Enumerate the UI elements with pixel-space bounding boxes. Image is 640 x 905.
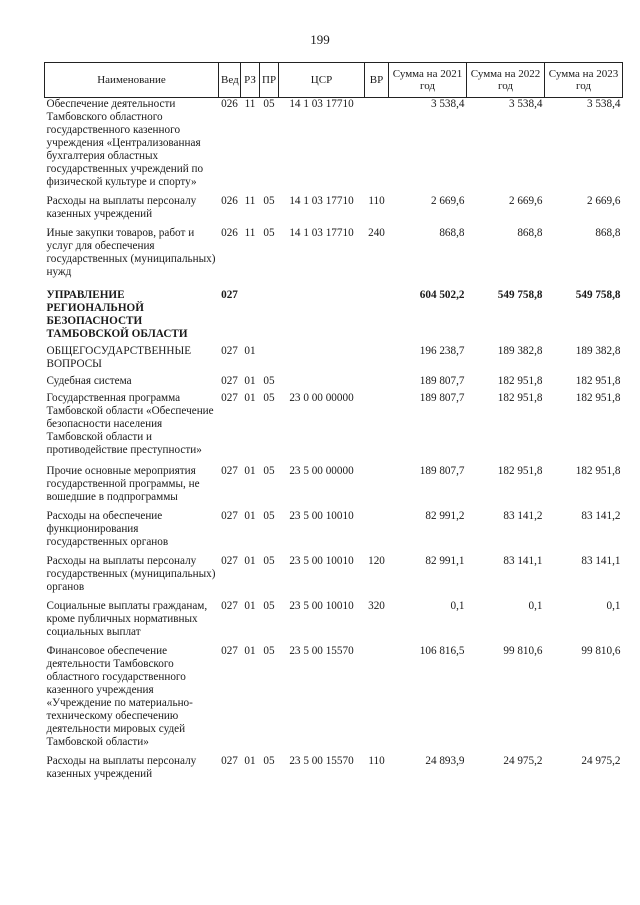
cell-csr: 14 1 03 17710 bbox=[289, 227, 354, 239]
cell-rz: 01 bbox=[244, 465, 256, 477]
cell-vr: 240 bbox=[368, 227, 385, 239]
cell-s2023: 83 141,1 bbox=[581, 555, 621, 567]
cell-s2022: 189 382,8 bbox=[497, 345, 543, 357]
cell-pr: 05 bbox=[263, 392, 275, 404]
cell-s2023: 99 810,6 bbox=[581, 645, 621, 657]
cell-s2022: 182 951,8 bbox=[497, 375, 543, 387]
cell-csr: 23 5 00 10010 bbox=[289, 510, 354, 522]
header-name: Наименование bbox=[45, 63, 219, 98]
cell-s2022: 2 669,6 bbox=[508, 195, 543, 207]
cell-vr bbox=[365, 388, 389, 457]
cell-s2021: 82 991,2 bbox=[425, 510, 465, 522]
cell-csr: 14 1 03 17710 bbox=[289, 98, 354, 110]
cell-s2021: 189 807,7 bbox=[419, 375, 465, 387]
cell-rz: 11 bbox=[244, 227, 256, 239]
cell-pr: 05 bbox=[263, 375, 275, 387]
table-row bbox=[45, 504, 623, 549]
cell-s2021: 3 538,4 bbox=[430, 98, 465, 110]
cell-pr: 05 bbox=[263, 555, 275, 567]
cell-s2023: 83 141,2 bbox=[581, 510, 621, 522]
cell-name: Обеспечение деятельности Тамбовского областного государственного казенного учреждения «Централизованная бухгалтерия областных государственных учреждений по физической культуре и спорту» bbox=[46, 98, 204, 188]
budget-table bbox=[44, 62, 623, 781]
cell-s2023: 189 382,8 bbox=[575, 345, 621, 357]
cell-s2023: 0,1 bbox=[606, 600, 621, 612]
cell-s2022: 182 951,8 bbox=[497, 465, 543, 477]
table-row bbox=[45, 189, 623, 221]
cell-rz: 01 bbox=[244, 645, 256, 657]
cell-csr: 23 5 00 00000 bbox=[289, 465, 354, 477]
cell-ved: 027 bbox=[221, 755, 238, 767]
header-csr: ЦСР bbox=[279, 63, 365, 98]
cell-s2021: 106 816,5 bbox=[419, 645, 465, 657]
cell-s2021: 2 669,6 bbox=[430, 195, 465, 207]
cell-pr: 05 bbox=[263, 465, 275, 477]
cell-name: Расходы на выплаты персоналу государственных (муниципальных) органов bbox=[46, 555, 216, 593]
cell-pr: 05 bbox=[263, 98, 275, 110]
cell-s2023: 3 538,4 bbox=[586, 98, 621, 110]
cell-vr: 110 bbox=[368, 755, 385, 767]
cell-csr: 23 5 00 10010 bbox=[289, 555, 354, 567]
cell-pr: 05 bbox=[263, 227, 275, 239]
cell-vr: 120 bbox=[368, 555, 385, 567]
cell-ved: 027 bbox=[221, 375, 238, 387]
header-sum-2023: Сумма на 2023 год bbox=[545, 63, 623, 98]
cell-rz bbox=[241, 279, 260, 341]
table-row bbox=[45, 371, 623, 388]
cell-rz: 11 bbox=[244, 98, 256, 110]
table-row bbox=[45, 749, 623, 781]
table-row bbox=[45, 341, 623, 371]
cell-rz: 01 bbox=[244, 392, 256, 404]
cell-csr: 23 5 00 10010 bbox=[289, 600, 354, 612]
cell-name: ОБЩЕГОСУДАРСТВЕННЫЕ ВОПРОСЫ bbox=[46, 345, 192, 370]
cell-name: Судебная система bbox=[46, 375, 132, 387]
cell-rz: 01 bbox=[244, 600, 256, 612]
cell-vr bbox=[365, 341, 389, 371]
header-sum-2021: Сумма на 2021 год bbox=[389, 63, 467, 98]
cell-name: Государственная программа Тамбовской области «Обеспечение безопасности населения Тамбовской области и противодействие преступности» bbox=[46, 392, 214, 456]
cell-pr bbox=[260, 279, 279, 341]
cell-vr: 110 bbox=[368, 195, 385, 207]
cell-s2022: 3 538,4 bbox=[508, 98, 543, 110]
cell-rz: 01 bbox=[244, 755, 256, 767]
cell-s2023: 182 951,8 bbox=[575, 375, 621, 387]
cell-vr bbox=[365, 457, 389, 504]
cell-s2021: 604 502,2 bbox=[419, 289, 465, 301]
cell-csr: 23 5 00 15570 bbox=[289, 755, 354, 767]
cell-ved: 026 bbox=[221, 227, 238, 239]
table-row bbox=[45, 639, 623, 749]
cell-vr bbox=[365, 279, 389, 341]
cell-s2021: 82 991,1 bbox=[425, 555, 465, 567]
cell-rz: 01 bbox=[244, 555, 256, 567]
cell-vr bbox=[365, 504, 389, 549]
cell-ved: 027 bbox=[221, 345, 238, 357]
cell-rz: 01 bbox=[244, 510, 256, 522]
cell-ved: 027 bbox=[221, 555, 238, 567]
cell-ved: 026 bbox=[221, 98, 238, 110]
table-row bbox=[45, 98, 623, 190]
table-header-row bbox=[45, 63, 623, 98]
cell-s2022: 83 141,1 bbox=[503, 555, 543, 567]
header-sum-2022: Сумма на 2022 год bbox=[467, 63, 545, 98]
cell-ved: 027 bbox=[221, 510, 238, 522]
cell-ved: 027 bbox=[221, 465, 238, 477]
cell-s2022: 868,8 bbox=[517, 227, 543, 239]
cell-ved: 027 bbox=[221, 600, 238, 612]
header-ved: Вед bbox=[219, 63, 241, 98]
cell-s2021: 24 893,9 bbox=[425, 755, 465, 767]
cell-rz: 01 bbox=[244, 375, 256, 387]
cell-s2022: 24 975,2 bbox=[503, 755, 543, 767]
cell-s2022: 549 758,8 bbox=[497, 289, 543, 301]
cell-name: Иные закупки товаров, работ и услуг для обеспечения государственных (муниципальных) нужд bbox=[46, 227, 216, 278]
cell-ved: 027 bbox=[221, 392, 238, 404]
cell-pr: 05 bbox=[263, 600, 275, 612]
cell-s2022: 99 810,6 bbox=[503, 645, 543, 657]
cell-pr bbox=[260, 341, 279, 371]
cell-rz: 01 bbox=[244, 345, 256, 357]
cell-s2021: 189 807,7 bbox=[419, 392, 465, 404]
cell-pr: 05 bbox=[263, 645, 275, 657]
cell-vr bbox=[365, 639, 389, 749]
header-pr: ПР bbox=[260, 63, 279, 98]
table-row bbox=[45, 457, 623, 504]
cell-s2022: 83 141,2 bbox=[503, 510, 543, 522]
cell-s2021: 189 807,7 bbox=[419, 465, 465, 477]
cell-ved: 027 bbox=[221, 289, 238, 301]
cell-vr bbox=[365, 98, 389, 190]
cell-pr: 05 bbox=[263, 195, 275, 207]
header-rz: РЗ bbox=[241, 63, 260, 98]
cell-name: УПРАВЛЕНИЕ РЕГИОНАЛЬНОЙ БЕЗОПАСНОСТИ ТАМБОВСКОЙ ОБЛАСТИ bbox=[46, 289, 188, 340]
cell-name: Расходы на выплаты персоналу казенных учреждений bbox=[46, 755, 197, 780]
cell-s2023: 182 951,8 bbox=[575, 465, 621, 477]
table-row bbox=[45, 388, 623, 457]
header-vr: ВР bbox=[365, 63, 389, 98]
cell-s2022: 0,1 bbox=[528, 600, 543, 612]
cell-s2023: 549 758,8 bbox=[575, 289, 621, 301]
cell-name: Расходы на выплаты персоналу казенных учреждений bbox=[46, 195, 197, 220]
cell-ved: 027 bbox=[221, 645, 238, 657]
table-row bbox=[45, 549, 623, 594]
cell-csr bbox=[279, 341, 365, 371]
cell-csr: 14 1 03 17710 bbox=[289, 195, 354, 207]
cell-csr: 23 0 00 00000 bbox=[289, 392, 354, 404]
cell-csr: 23 5 00 15570 bbox=[289, 645, 354, 657]
cell-name: Финансовое обеспечение деятельности Тамбовского областного государственного казенного учреждения «Учреждение по материально-техническому обеспечению деятельности мировых судей Тамбовской области» bbox=[46, 645, 193, 748]
cell-rz: 11 bbox=[244, 195, 256, 207]
cell-name: Расходы на обеспечение функционирования государственных органов bbox=[46, 510, 169, 548]
cell-pr: 05 bbox=[263, 510, 275, 522]
cell-csr bbox=[279, 371, 365, 388]
cell-s2021: 196 238,7 bbox=[419, 345, 465, 357]
cell-csr bbox=[279, 279, 365, 341]
table-row bbox=[45, 279, 623, 341]
cell-vr bbox=[365, 371, 389, 388]
cell-ved: 026 bbox=[221, 195, 238, 207]
page-number: 199 bbox=[310, 32, 330, 47]
cell-name: Прочие основные мероприятия государственной программы, не вошедшие в подпрограммы bbox=[46, 465, 200, 503]
cell-s2021: 0,1 bbox=[450, 600, 465, 612]
cell-name: Социальные выплаты гражданам, кроме публичных нормативных социальных выплат bbox=[46, 600, 208, 638]
cell-s2023: 2 669,6 bbox=[586, 195, 621, 207]
cell-s2023: 24 975,2 bbox=[581, 755, 621, 767]
cell-s2022: 182 951,8 bbox=[497, 392, 543, 404]
cell-s2023: 868,8 bbox=[595, 227, 621, 239]
cell-s2021: 868,8 bbox=[439, 227, 465, 239]
cell-vr: 320 bbox=[368, 600, 385, 612]
table-row bbox=[45, 594, 623, 639]
table-row bbox=[45, 221, 623, 279]
cell-s2023: 182 951,8 bbox=[575, 392, 621, 404]
cell-pr: 05 bbox=[263, 755, 275, 767]
